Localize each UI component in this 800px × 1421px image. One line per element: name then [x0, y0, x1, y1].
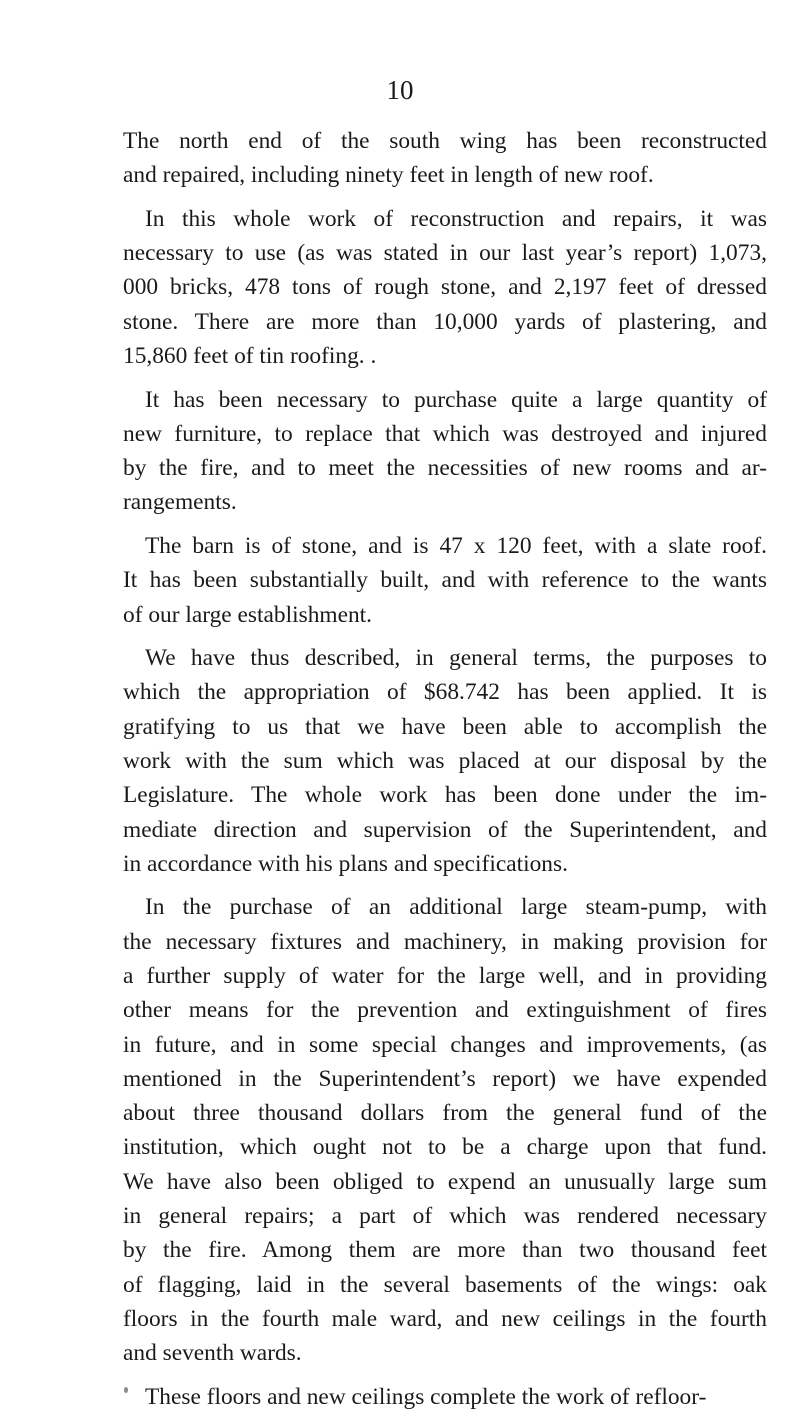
text-line: other means for the prevention and extinguishment of fires	[123, 997, 767, 1024]
text-line: gratifying to us that we have been able to accomplish the	[123, 713, 767, 740]
text-line: and repaired, including ninety feet in length of new roof.	[123, 162, 654, 189]
text-line: Legislature. The whole work has been done under the im-	[123, 782, 767, 809]
text-line: rangements.	[123, 489, 237, 516]
text-line: mentioned in the Superintendent’s report) we have expended	[123, 1065, 767, 1092]
text-line: necessary to use (as was stated in our last year’s report) 1,073,	[123, 240, 767, 267]
text-line: It has been substantially built, and with reference to the wants	[123, 567, 767, 594]
text-line: of flagging, laid in the several basements of the wings: oak	[123, 1271, 767, 1298]
text-line: about three thousand dollars from the general fund of the	[123, 1100, 767, 1127]
text-line: In this whole work of reconstruction and repairs, it was	[145, 205, 767, 232]
text-line: In the purchase of an additional large steam-pump, with	[145, 894, 767, 921]
text-line: by the fire. Among them are more than two thousand feet	[123, 1237, 767, 1264]
text-line: The north end of the south wing has been reconstructed	[123, 128, 767, 154]
text-line: We have thus described, in general terms, the purposes to	[145, 645, 767, 671]
text-line: which the appropriation of $68.742 has been applied. It is	[123, 679, 767, 706]
text-line: work with the sum which was placed at our disposal by the	[123, 747, 767, 774]
text-line: stone. There are more than 10,000 yards of plastering, and	[123, 308, 767, 335]
text-line: It has been necessary to purchase quite a large quantity of	[145, 386, 767, 413]
text-line: a further supply of water for the large well, and in providing	[123, 962, 767, 989]
text-line: 000 bricks, 478 tons of rough stone, and 2,197 feet of dressed	[123, 274, 767, 301]
page-number: 10	[386, 75, 414, 105]
text-line: in general repairs; a part of which was rendered necessary	[123, 1203, 767, 1229]
text-line: institution, which ought not to be a charge upon that fund.	[123, 1134, 767, 1161]
text-line: These floors and new ceilings complete the work of refloor-	[145, 1383, 707, 1410]
text-line: new furniture, to replace that which was destroyed and injured	[123, 420, 767, 447]
print-speck	[124, 1387, 128, 1393]
text-line: of our large establishment.	[123, 601, 373, 628]
text-line: in accordance with his plans and specifications.	[123, 850, 568, 877]
text-line: the necessary fixtures and machinery, in making provision for	[123, 928, 767, 955]
text-line: and seventh wards.	[123, 1340, 302, 1367]
text-line: We have also been obliged to expend an unusually large sum	[123, 1168, 767, 1195]
text-line: mediate direction and supervision of the Superintendent, and	[123, 816, 767, 843]
text-line: floors in the fourth male ward, and new ceilings in the fourth	[123, 1305, 767, 1332]
text-line: The barn is of stone, and is 47 x 120 feet, with a slate roof.	[145, 532, 767, 559]
text-line: 15,860 feet of tin roofing. .	[123, 343, 377, 369]
text-line: by the fire, and to meet the necessities of new rooms and ar-	[123, 455, 767, 482]
text-line: in future, and in some special changes and improvements, (as	[123, 1031, 767, 1058]
